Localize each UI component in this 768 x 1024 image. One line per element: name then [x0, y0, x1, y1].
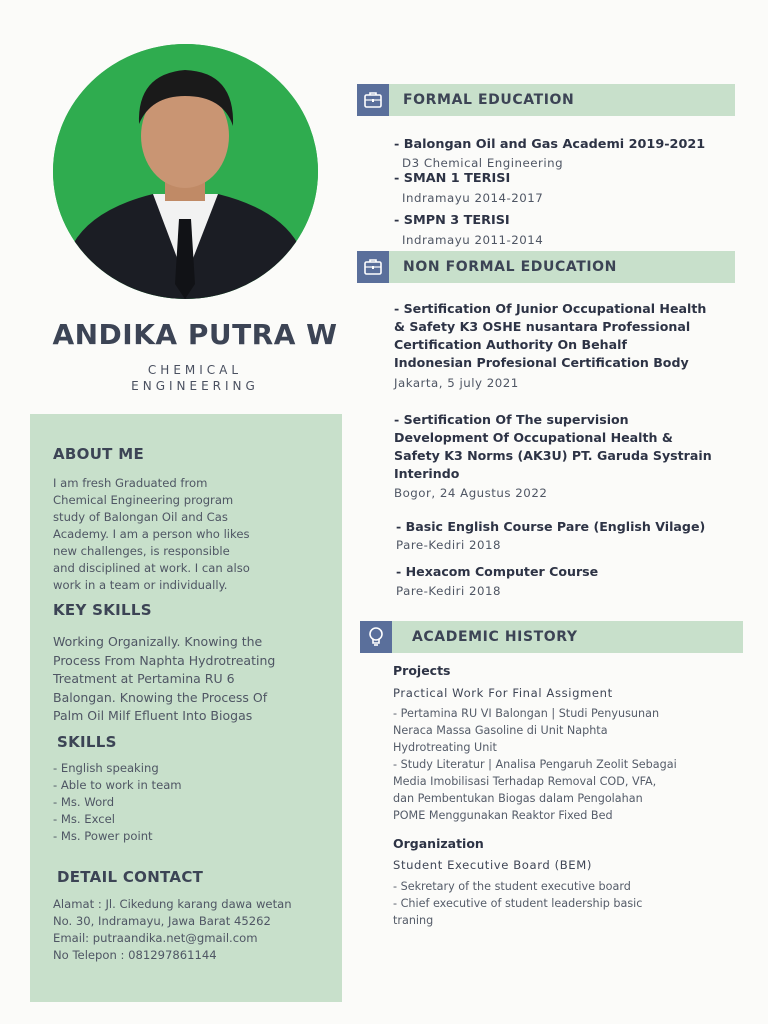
- project-line: - Study Literatur | Analisa Pengaruh Zeolit Sebagai: [393, 758, 677, 771]
- certification-item-detail: Jakarta, 5 july 2021: [394, 376, 519, 390]
- organization-subtitle: Student Executive Board (BEM): [393, 858, 592, 872]
- course-item-detail: Pare-Kediri 2018: [396, 538, 501, 552]
- about-line: new challenges, is responsible: [53, 544, 230, 558]
- formal-education-header: [357, 84, 735, 116]
- briefcase-icon: [357, 84, 389, 116]
- profile-portrait: [53, 44, 318, 299]
- about-heading: ABOUT ME: [53, 445, 145, 463]
- organization-heading: Organization: [393, 836, 484, 851]
- lightbulb-icon: [360, 621, 392, 653]
- profile-photo: [53, 44, 318, 299]
- organization-list: [393, 878, 738, 929]
- project-line: Hydrotreating Unit: [393, 741, 497, 754]
- key-skills-line: Balongan. Knowing the Process Of: [53, 689, 268, 705]
- skills-heading: SKILLS: [57, 733, 117, 751]
- education-item-detail: Indramayu 2014-2017: [402, 191, 544, 205]
- organization-line: - Chief executive of student leadership basic: [393, 897, 643, 910]
- skill-item: - English speaking: [53, 761, 159, 775]
- skills-list: [53, 760, 182, 845]
- contact-phone: No Telepon : 081297861144: [53, 948, 217, 962]
- education-item-name: - SMAN 1 TERISI: [394, 171, 511, 186]
- course-item-name: - Basic English Course Pare (English Vilage): [396, 519, 706, 534]
- contact-heading: DETAIL CONTACT: [57, 868, 204, 886]
- certification-line: - Sertification Of Junior Occupational Health: [394, 301, 707, 316]
- contact-details: [53, 896, 292, 964]
- education-item-detail: Indramayu 2011-2014: [402, 233, 544, 247]
- project-line: POME Menggunakan Reaktor Fixed Bed: [393, 809, 613, 822]
- academic-history-title: ACADEMIC HISTORY: [412, 629, 578, 645]
- person-name: ANDIKA PUTRA W: [52, 318, 338, 351]
- certification-line: Certification Authority On Behalf: [394, 337, 627, 352]
- about-line: Chemical Engineering program: [53, 493, 234, 507]
- project-line: Neraca Massa Gasoline di Unit Naphta: [393, 724, 608, 737]
- key-skills-line: Treatment at Pertamina RU 6: [53, 671, 235, 686]
- certification-line: Interindo: [394, 466, 460, 481]
- organization-line: - Sekretary of the student executive board: [393, 880, 631, 893]
- key-skills-text: [53, 633, 275, 726]
- role-line: ENGINEERING: [131, 379, 259, 393]
- skill-item: - Able to work in team: [53, 778, 182, 792]
- project-line: Media Imobilisasi Terhadap Removal COD, VFA,: [393, 775, 657, 788]
- project-line: - Pertamina RU VI Balongan | Studi Penyusunan: [393, 707, 660, 720]
- about-line: I am fresh Graduated from: [53, 476, 208, 490]
- formal-education-title: FORMAL EDUCATION: [403, 92, 575, 108]
- about-line: study of Balongan Oil and Cas: [53, 510, 228, 524]
- project-line: dan Pembentukan Biogas dalam Pengolahan: [393, 792, 643, 805]
- course-item-name: - Hexacom Computer Course: [396, 564, 599, 579]
- education-item-detail: D3 Chemical Engineering: [402, 156, 564, 170]
- education-item-name: - Balongan Oil and Gas Academi 2019-2021: [394, 137, 706, 152]
- contact-address: No. 30, Indramayu, Jawa Barat 45262: [53, 914, 271, 928]
- certification-line: Development Of Occupational Health &: [394, 430, 673, 445]
- organization-line: traning: [393, 914, 434, 927]
- education-item-name: - SMPN 3 TERISI: [394, 213, 510, 228]
- academic-history-header: [360, 621, 743, 653]
- key-skills-line: Palm Oil Milf Efluent Into Biogas: [53, 708, 253, 723]
- contact-email: Email: putraandika.net@gmail.com: [53, 931, 258, 945]
- projects-heading: Projects: [393, 663, 451, 678]
- about-line: work in a team or individually.: [53, 578, 228, 592]
- skill-item: - Ms. Word: [53, 795, 115, 809]
- role-line: CHEMICAL: [147, 363, 243, 377]
- about-line: and disciplined at work. I can also: [53, 561, 250, 575]
- projects-list: [393, 705, 738, 824]
- key-skills-line: Process From Naphta Hydrotreating: [53, 652, 276, 668]
- projects-subtitle: Practical Work For Final Assigment: [393, 686, 613, 700]
- certification-item-detail: Bogor, 24 Agustus 2022: [394, 486, 548, 500]
- certification-line: & Safety K3 OSHE nusantara Professional: [394, 319, 691, 334]
- course-item-detail: Pare-Kediri 2018: [396, 584, 501, 598]
- certification-item-name: [394, 300, 734, 372]
- briefcase-icon: [357, 251, 389, 283]
- key-skills-line: Working Organizally. Knowing the: [53, 634, 263, 649]
- certification-line: - Sertification Of The supervision: [394, 412, 629, 427]
- about-text: [53, 475, 250, 594]
- skill-item: - Ms. Excel: [53, 812, 115, 826]
- non-formal-education-header: [357, 251, 735, 283]
- certification-item-name: [394, 411, 734, 483]
- skill-item: - Ms. Power point: [53, 829, 153, 843]
- about-line: Academy. I am a person who likes: [53, 527, 250, 541]
- contact-address: Alamat : Jl. Cikedung karang dawa wetan: [53, 897, 292, 911]
- certification-line: Safety K3 Norms (AK3U) PT. Garuda Systrain: [394, 448, 712, 463]
- non-formal-education-title: NON FORMAL EDUCATION: [403, 259, 617, 275]
- certification-line: Indonesian Profesional Certification Body: [394, 355, 689, 370]
- person-role: [70, 362, 320, 394]
- key-skills-heading: KEY SKILLS: [53, 601, 152, 619]
